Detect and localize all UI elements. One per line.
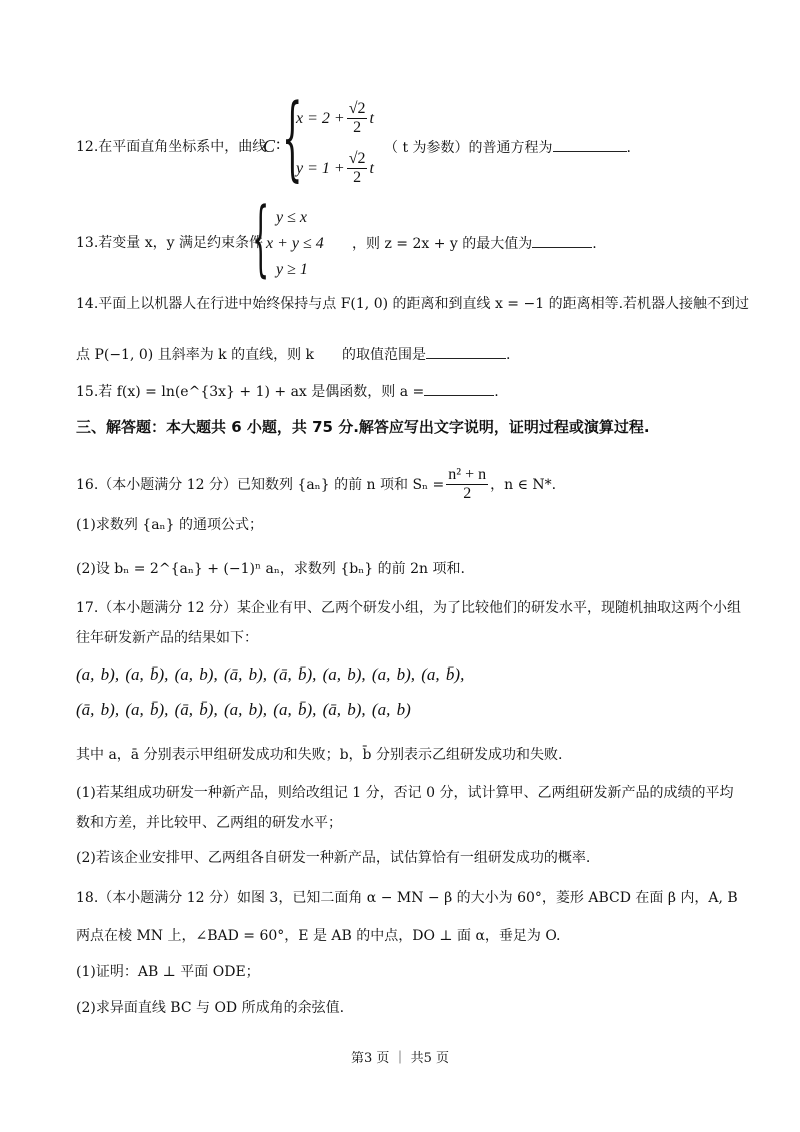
q18-stem-line2: 两点在棱 MN 上，∠BAD = 60°，E 是 AB 的中点，DO ⊥ 面 α，垂足为 O. [76, 928, 561, 944]
q12-eq2: y = 1 + $\frac{√2}{2}$ t [296, 150, 374, 186]
q18-part1: (1)证明：AB ⊥ 平面 ODE； [76, 964, 260, 980]
q12-brace: { [282, 84, 303, 191]
q18-stem-line1: 18.（本小题满分 12 分）如图 3，已知二面角 α − MN − β 的大小为 60°，菱形 ABCD 在面 β 内，A, B [76, 890, 738, 906]
q17-part2: (2)若该企业安排甲、乙两组各自研发一种新产品，试估算恰有一组研发成功的概率. [76, 850, 591, 866]
q15-answer-blank[interactable] [424, 381, 494, 396]
q17-note: 其中 a，ā 分别表示甲组研发成功和失败；b，b̄ 分别表示乙组研发成功和失败. [76, 747, 563, 763]
page-footer: 第3 页 ｜ 共5 页 [350, 1051, 450, 1066]
q16-part1: (1)求数列 {aₙ} 的通项公式； [76, 517, 263, 533]
q17-part1-line1: (1)若某组成功研发一种新产品，则给改组记 1 分，否记 0 分，试计算甲、乙两组研发新产品的成绩的平均 [76, 785, 734, 801]
q17-stem-line1: 17.（本小题满分 12 分）某企业有甲、乙两个研发小组，为了比较他们的研发水平，现随机抽取这两个小组 [76, 600, 741, 616]
q17-stem-line2: 往年研发新产品的结果如下： [76, 630, 258, 646]
q17-results-row2: (ā, b), (a, b̄), (ā, b̄), (a, b), (a, b̄), (ā, b), (a, b) [76, 700, 411, 719]
q12-answer-blank[interactable] [553, 137, 627, 152]
q18-part2: (2)求异面直线 BC 与 OD 所成角的余弦值. [76, 1000, 345, 1016]
q13-answer-blank[interactable] [532, 233, 592, 248]
q12-eq1: x = 2 + $\frac{√2}{2}$ t [296, 100, 374, 136]
q17-results-row1: (a, b), (a, b̄), (a, b), (ā, b), (ā, b̄), (a, b), (a, b), (a, b̄), [76, 665, 465, 684]
q16-stem: 16.（本小题满分 12 分）已知数列 {aₙ} 的前 n 项和 Sₙ = $\frac{\text{n² + n}}{2}$ ，n ∈ N*. [76, 466, 557, 502]
q12-curve-name: C [263, 136, 276, 156]
q14-line1: 14.平面上以机器人在行进中始终保持与点 F(1, 0) 的距离和到直线 x = −1 的距离相等.若机器人接触不到过 [76, 296, 750, 312]
q13-brace: { [252, 191, 270, 286]
q17-part1-line2: 数和方差，并比较甲、乙两组的研发水平； [76, 815, 342, 831]
q14-answer-blank[interactable] [426, 344, 506, 359]
q16-part2: (2)设 bₙ = 2^{aₙ} + (−1)ⁿ aₙ，求数列 {bₙ} 的前 2n 项和. [76, 561, 465, 577]
section-3-heading: 三、解答题：本大题共 6 小题，共 75 分.解答应写出文字说明，证明过程或演算过程. [76, 418, 650, 436]
q13-label: 13.若变量 x，y 满足约束条件 [76, 235, 263, 251]
q14-line2: 点 P(−1, 0) 且斜率为 k 的直线，则 k 的取值范围是 . [76, 344, 510, 365]
q13-tail: ，则 z = 2x + y 的最大值为 . [352, 233, 597, 254]
q12-label: 12.在平面直角坐标系中，曲线 [76, 139, 267, 155]
q12-tail: （ t 为参数）的普通方程为 . [384, 137, 631, 158]
q13-constraints: y ≤ x x + y ≤ 4 y ≥ 1 [266, 209, 324, 278]
q15-line: 15.若 f(x) = ln(e^{3x} + 1) + ax 是偶函数，则 a = . [76, 381, 499, 402]
